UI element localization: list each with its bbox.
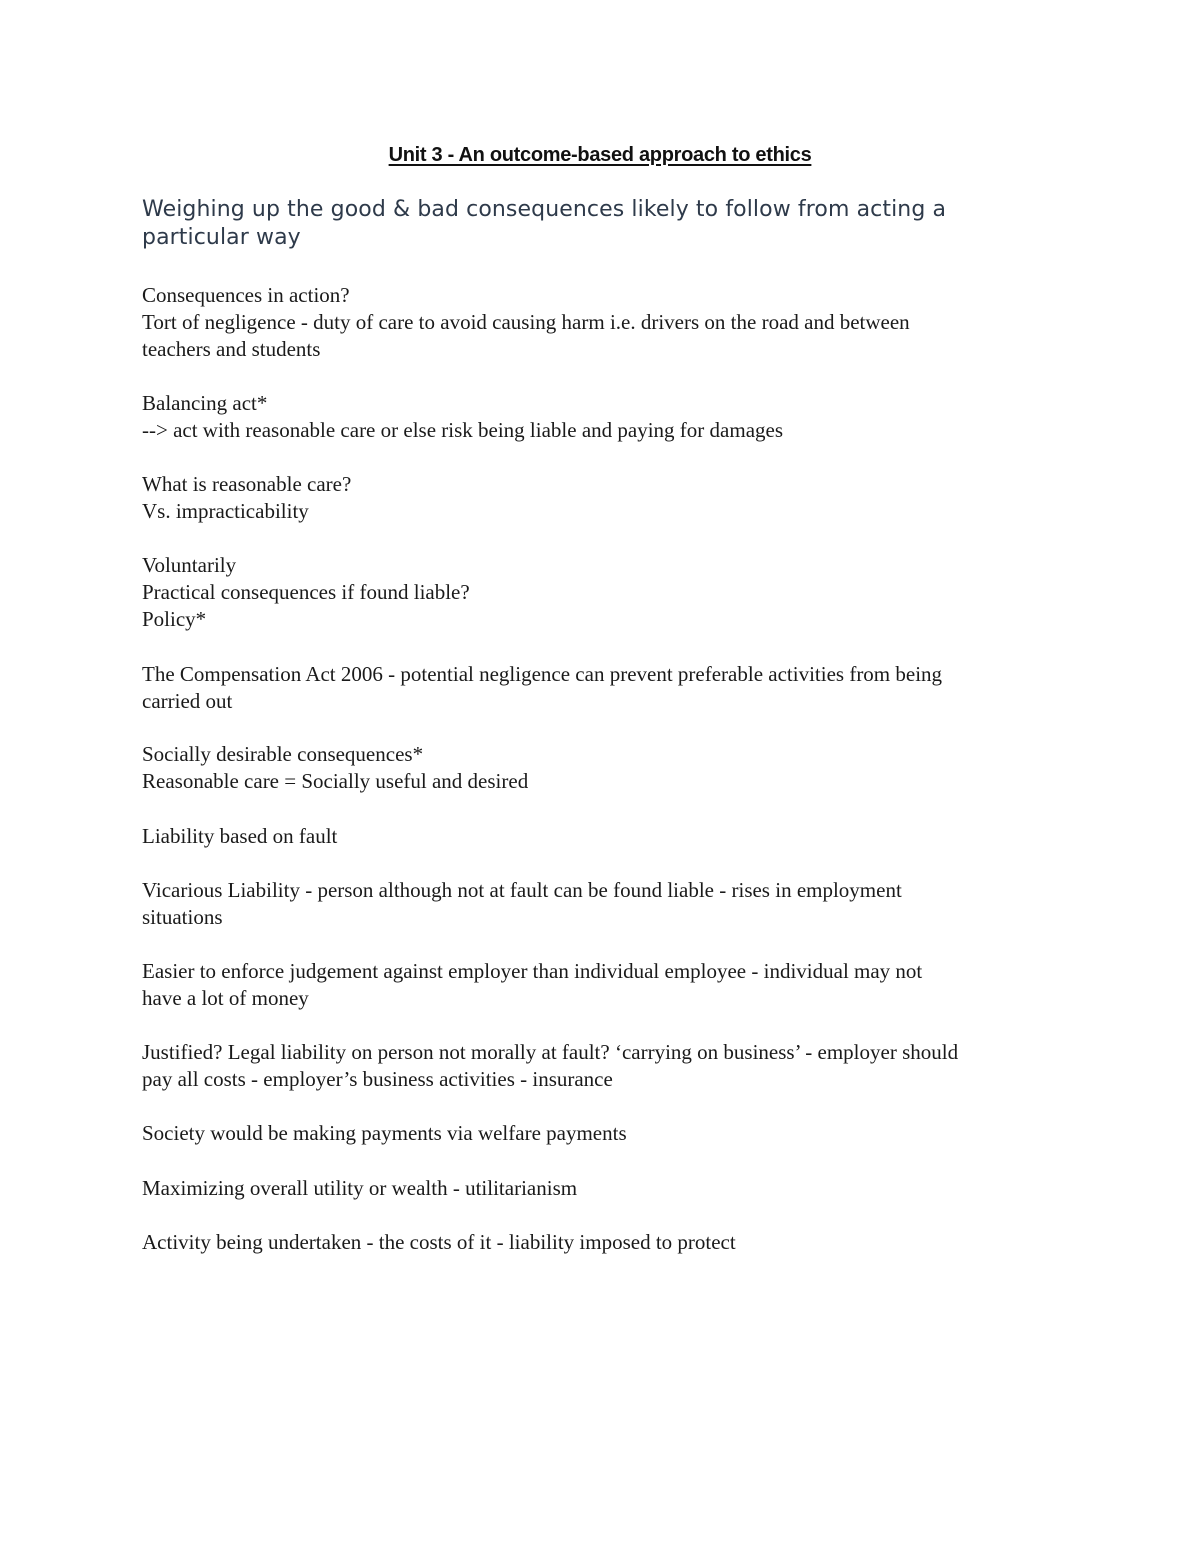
paragraph-balancing-act bbox=[142, 390, 1082, 444]
text-line: Reasonable care = Socially useful and desired bbox=[142, 769, 529, 793]
text-line: Voluntarily bbox=[142, 553, 237, 577]
text-line: situations bbox=[142, 905, 223, 929]
subtitle-line: Weighing up the good & bad consequences likely to follow from acting a bbox=[142, 197, 947, 222]
subtitle-line: particular way bbox=[142, 225, 301, 250]
text-line: Socially desirable consequences* bbox=[142, 742, 424, 766]
text-line: Vicarious Liability - person although not at fault can be found liable - rises in employment bbox=[142, 878, 902, 902]
paragraph-society-payments bbox=[142, 1120, 1082, 1147]
text-line: Justified? Legal liability on person not morally at fault? ‘carrying on business’ - employer should bbox=[142, 1040, 959, 1064]
text-line: Consequences in action? bbox=[142, 283, 350, 307]
text-line: Liability based on fault bbox=[142, 824, 338, 848]
paragraph-liability-fault bbox=[142, 823, 1082, 850]
text-line: The Compensation Act 2006 - potential negligence can prevent preferable activities from being bbox=[142, 662, 943, 686]
paragraph-socially-desirable bbox=[142, 741, 1082, 795]
paragraph-voluntarily bbox=[142, 552, 1082, 633]
text-line: Maximizing overall utility or wealth - utilitarianism bbox=[142, 1176, 578, 1200]
paragraph-consequences-in-action bbox=[142, 282, 1082, 363]
paragraph-vicarious-liability bbox=[142, 877, 1082, 931]
text-line: Tort of negligence - duty of care to avoid causing harm i.e. drivers on the road and between bbox=[142, 310, 910, 334]
document-title: Unit 3 - An outcome-based approach to ethics bbox=[388, 144, 812, 166]
text-line: Policy* bbox=[142, 607, 207, 631]
text-line: Balancing act* bbox=[142, 391, 268, 415]
text-line: Vs. impracticability bbox=[142, 499, 309, 523]
text-line: have a lot of money bbox=[142, 986, 309, 1010]
paragraph-activity-undertaken bbox=[142, 1229, 1082, 1256]
paragraph-enforce-judgement bbox=[142, 958, 1082, 1012]
text-line: pay all costs - employer’s business activities - insurance bbox=[142, 1067, 613, 1091]
paragraph-reasonable-care bbox=[142, 471, 1082, 525]
text-line: teachers and students bbox=[142, 337, 321, 361]
text-line: Society would be making payments via welfare payments bbox=[142, 1121, 627, 1145]
paragraph-compensation-act bbox=[142, 661, 1082, 715]
paragraph-justified bbox=[142, 1039, 1082, 1093]
paragraph-maximizing-utility bbox=[142, 1175, 1082, 1202]
text-line: Activity being undertaken - the costs of it - liability imposed to protect bbox=[142, 1230, 736, 1254]
document-subtitle bbox=[142, 196, 1042, 252]
text-line: What is reasonable care? bbox=[142, 472, 352, 496]
text-line: carried out bbox=[142, 689, 233, 713]
text-line: Practical consequences if found liable? bbox=[142, 580, 470, 604]
text-line: --> act with reasonable care or else risk being liable and paying for damages bbox=[142, 418, 784, 442]
text-line: Easier to enforce judgement against employer than individual employee - individual may not bbox=[142, 959, 923, 983]
